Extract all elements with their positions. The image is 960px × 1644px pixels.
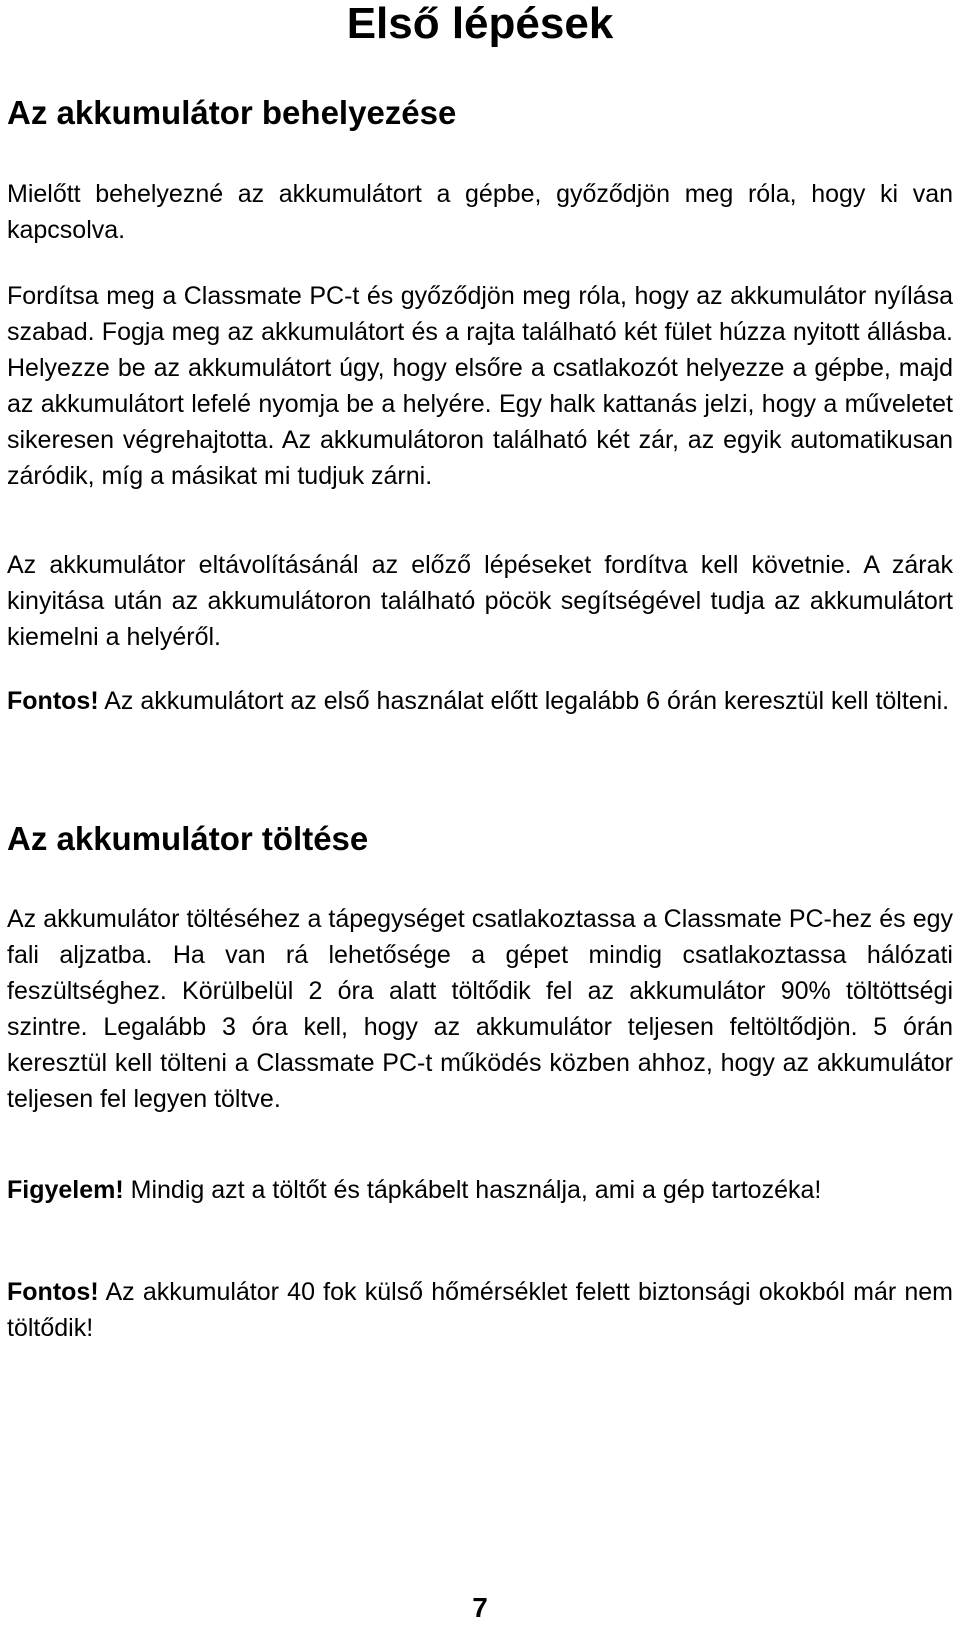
paragraph-removal-steps: Az akkumulátor eltávolításánál az előző lépéseket fordítva kell követnie. A zárak kinyitása után az akkumulátoron található pöcök segítségével tudja az akkumulátort kiemelni a helyéről. <box>7 551 953 651</box>
paragraph-warning-charger <box>7 1172 953 1208</box>
paragraph-insertion-steps: Fordítsa meg a Classmate PC-t és győződjön meg róla, hogy az akkumulátor nyílása szabad. Fogja meg az akkumulátort és a rajta található két fület húzza nyitott állásba. Helyezze be az akkumulátort úgy, hogy elsőre a csatlakozót helyezze a gépbe, majd az akkumulátort lefelé nyomja be a helyére. Egy halk kattanás jelzi, hogy a műveletet sikeresen végrehajtotta. Az akkumulátoron található két zár, az egyik automatikusan záródik, míg a másikat mi tudjuk zárni. <box>7 282 953 490</box>
paragraph-power-off-notice: Mielőtt behelyezné az akkumulátort a gépbe, győződjön meg róla, hogy ki van kapcsolva. <box>7 180 953 244</box>
important-label: Fontos! <box>7 687 99 715</box>
paragraph-important-first-charge <box>7 683 953 719</box>
important-text: Az akkumulátor 40 fok külső hőmérséklet felett biztonsági okokból már nem töltődik! <box>7 1278 953 1342</box>
paragraph-charging-instructions: Az akkumulátor töltéséhez a tápegységet csatlakoztassa a Classmate PC-hez és egy fali aljzatba. Ha van rá lehetősége a gépet mindig csatlakoztassa hálózati feszültséghez. Körülbelül 2 óra alatt töltődik fel az akkumulátor 90% töltöttségi szintre. Legalább 3 óra kell, hogy az akkumulátor teljesen feltöltődjön. 5 órán keresztül kell tölteni a Classmate PC-t működés közben ahhoz, hogy az akkumulátor teljesen fel legyen töltve. <box>7 905 953 1113</box>
warning-text: Mindig azt a töltőt és tápkábelt használja, ami a gép tartozéka! <box>123 1176 822 1204</box>
important-text: Az akkumulátort az első használat előtt legalább 6 órán keresztül kell tölteni. <box>98 687 950 715</box>
paragraph-important-temperature <box>7 1274 953 1346</box>
page-number: 7 <box>472 1592 488 1623</box>
important-label: Fontos! <box>7 1278 99 1306</box>
section-heading-battery-charging: Az akkumulátor töltése <box>7 820 369 857</box>
warning-label: Figyelem! <box>7 1176 124 1204</box>
section-heading-battery-insertion: Az akkumulátor behelyezése <box>7 94 457 131</box>
page-title: Első lépések <box>346 0 614 48</box>
